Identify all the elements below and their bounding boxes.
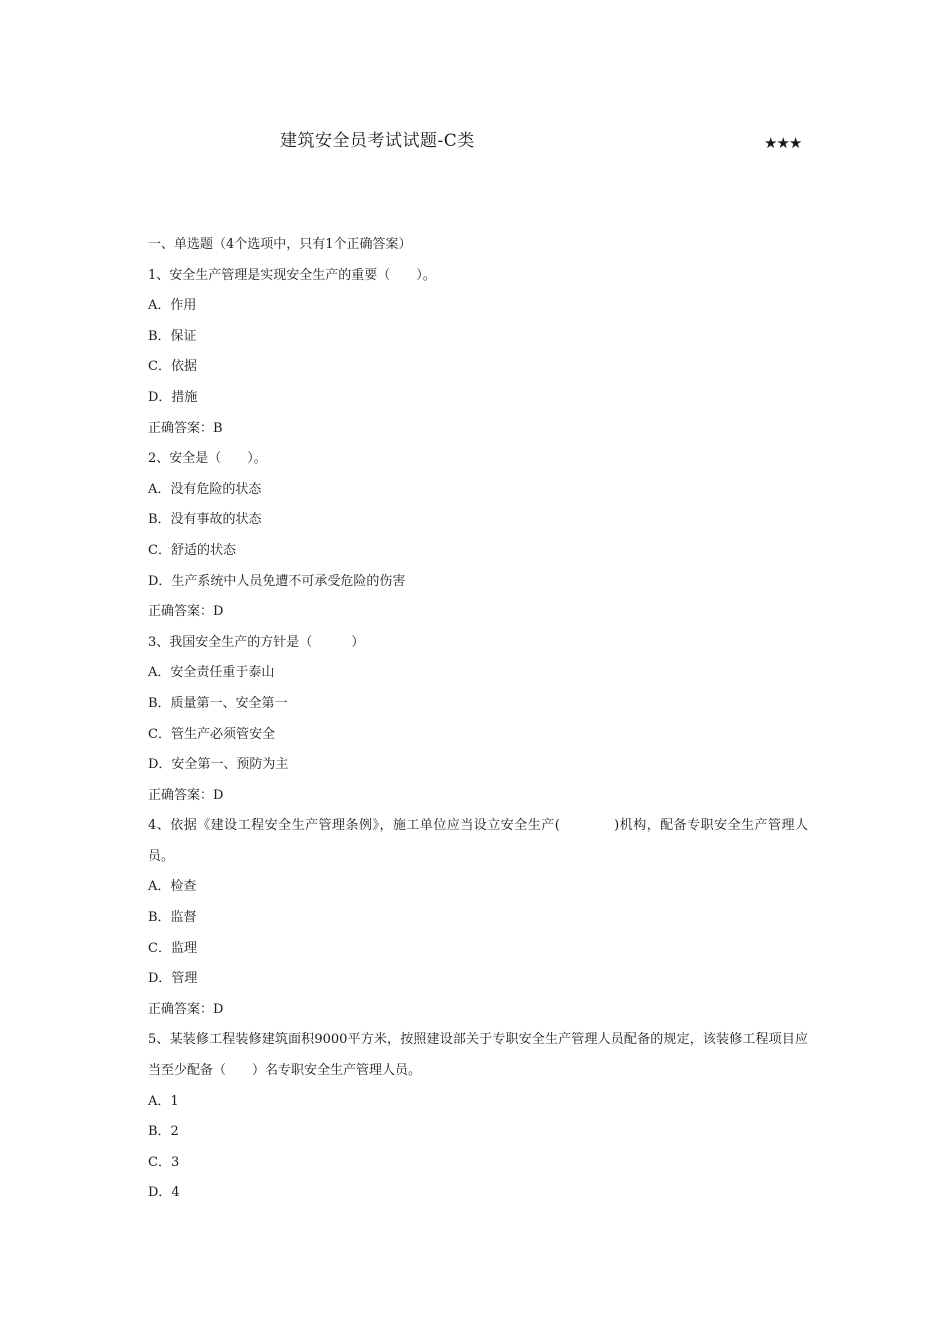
answer-1: 正确答案：B xyxy=(148,420,223,436)
answer-3: 正确答案：D xyxy=(148,787,224,803)
question-2: 2、安全是（ ）。 xyxy=(148,451,267,467)
document-title: 建筑安全员考试试题-C类 xyxy=(280,131,475,151)
option-5d: D．4 xyxy=(148,1185,180,1201)
question-list xyxy=(148,230,808,1209)
option-4b: B．监督 xyxy=(148,910,197,926)
option-1a: A．作用 xyxy=(148,298,197,314)
option-2c: C．舒适的状态 xyxy=(148,542,236,558)
question-3: 3、我国安全生产的方针是（ ） xyxy=(148,634,365,650)
section-heading: 一、单选题（4个选项中，只有1个正确答案） xyxy=(148,237,412,252)
option-2d: D．生产系统中人员免遭不可承受危险的伤害 xyxy=(148,573,406,589)
answer-4: 正确答案：D xyxy=(148,1001,224,1017)
option-1b: B．保证 xyxy=(148,328,197,344)
star-rating: ★★★ xyxy=(764,134,802,152)
option-1d: D．措施 xyxy=(148,389,198,405)
option-5c: C．3 xyxy=(148,1154,180,1170)
option-3b: B．质量第一、安全第一 xyxy=(148,695,288,711)
option-5a: A．1 xyxy=(148,1093,179,1109)
option-4a: A．检查 xyxy=(148,879,197,895)
question-4: 4、依据《建设工程安全生产管理条例》，施工单位应当设立安全生产( )机构，配备专职安全生产管理人员。 xyxy=(148,818,808,864)
question-1: 1、安全生产管理是实现安全生产的重要（ ）。 xyxy=(148,267,436,283)
option-4d: D．管理 xyxy=(148,971,198,987)
option-3a: A．安全责任重于泰山 xyxy=(148,665,275,681)
option-2b: B．没有事故的状态 xyxy=(148,512,262,528)
option-5b: B．2 xyxy=(148,1124,179,1140)
option-3c: C．管生产必须管安全 xyxy=(148,726,275,742)
answer-2: 正确答案：D xyxy=(148,604,224,620)
option-3d: D．安全第一、预防为主 xyxy=(148,757,289,773)
option-2a: A．没有危险的状态 xyxy=(148,481,262,497)
option-1c: C．依据 xyxy=(148,359,197,375)
question-5: 5、某装修工程装修建筑面积9000平方米，按照建设部关于专职安全生产管理人员配备的规定，该装修工程项目应当至少配备（ ）名专职安全生产管理人员。 xyxy=(148,1032,808,1079)
option-4c: C．监理 xyxy=(148,940,197,956)
